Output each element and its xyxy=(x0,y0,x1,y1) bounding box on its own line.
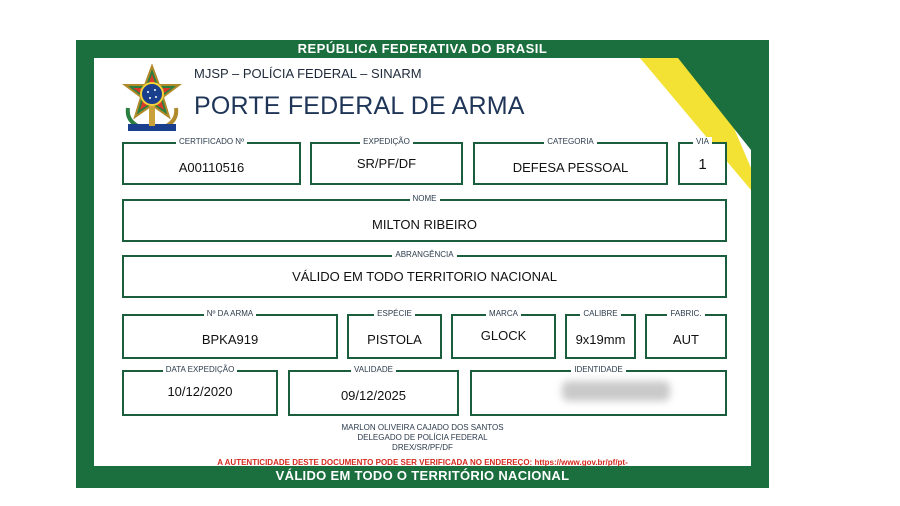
validade-value: 09/12/2025 xyxy=(340,388,407,403)
field-certificado xyxy=(122,137,301,185)
fabric-value: AUT xyxy=(673,332,699,347)
via-label: VIA xyxy=(693,137,712,146)
field-abrangencia xyxy=(122,250,727,298)
calibre-label: CALIBRE xyxy=(580,309,620,318)
expedicao-value: SR/PF/DF xyxy=(356,156,417,171)
categoria-label: CATEGORIA xyxy=(544,137,597,146)
numero-arma-value: BPKA919 xyxy=(201,332,259,347)
redacted-identity xyxy=(562,381,670,401)
gun-license-card xyxy=(76,40,769,488)
field-especie xyxy=(347,309,442,359)
certificado-label: CERTIFICADO Nº xyxy=(176,137,247,146)
data-expedicao-value: 10/12/2020 xyxy=(167,384,233,399)
field-marca xyxy=(451,309,556,359)
field-calibre xyxy=(565,309,636,359)
marca-value: GLOCK xyxy=(480,328,527,343)
field-numero-arma xyxy=(122,309,338,359)
brazil-coat-of-arms-icon xyxy=(120,64,184,136)
signatory-name: MARLON OLIVEIRA CAJADO DOS SANTOS xyxy=(341,423,504,432)
certificado-value: A00110516 xyxy=(178,160,245,175)
expedicao-label: EXPEDIÇÃO xyxy=(360,137,413,146)
validade-label: VALIDADE xyxy=(351,365,396,374)
field-data-expedicao xyxy=(122,365,278,416)
fabric-label: FABRIC. xyxy=(667,309,704,318)
signatory-role: DELEGADO DE POLÍCIA FEDERAL xyxy=(357,433,488,442)
field-nome xyxy=(122,194,727,242)
field-categoria xyxy=(473,137,668,185)
field-identidade xyxy=(470,365,727,416)
via-value: 1 xyxy=(698,156,707,173)
numero-arma-label: Nº DA ARMA xyxy=(204,309,257,318)
especie-value: PISTOLA xyxy=(367,332,422,347)
field-validade xyxy=(288,365,459,416)
calibre-value: 9x19mm xyxy=(575,332,626,347)
marca-label: MARCA xyxy=(486,309,521,318)
issuer-subheader: MJSP – POLÍCIA FEDERAL – SINARM xyxy=(194,66,422,81)
nome-value: MILTON RIBEIRO xyxy=(372,217,477,232)
bottom-banner: VÁLIDO EM TODO O TERRITÓRIO NACIONAL xyxy=(275,468,570,483)
field-expedicao xyxy=(310,137,463,185)
especie-label: ESPÉCIE xyxy=(374,309,415,318)
field-fabric xyxy=(645,309,727,359)
abrangencia-value: VÁLIDO EM TODO TERRITORIO NACIONAL xyxy=(292,269,557,284)
abrangencia-label: ABRANGÊNCIA xyxy=(392,250,456,259)
top-banner: REPÚBLICA FEDERATIVA DO BRASIL xyxy=(297,41,548,56)
categoria-value: DEFESA PESSOAL xyxy=(512,160,629,175)
identidade-label: IDENTIDADE xyxy=(571,365,625,374)
data-expedicao-label: DATA EXPEDIÇÃO xyxy=(163,365,238,374)
authenticity-note: A AUTENTICIDADE DESTE DOCUMENTO PODE SER VERIFICADA NO ENDEREÇO: https://www.gov.br/pf/pt- xyxy=(217,458,628,466)
document-title: PORTE FEDERAL DE ARMA xyxy=(194,92,525,120)
signatory-unit: DREX/SR/PF/DF xyxy=(392,443,453,452)
nome-label: NOME xyxy=(410,194,440,203)
field-via xyxy=(678,137,727,185)
card-body xyxy=(94,58,751,466)
